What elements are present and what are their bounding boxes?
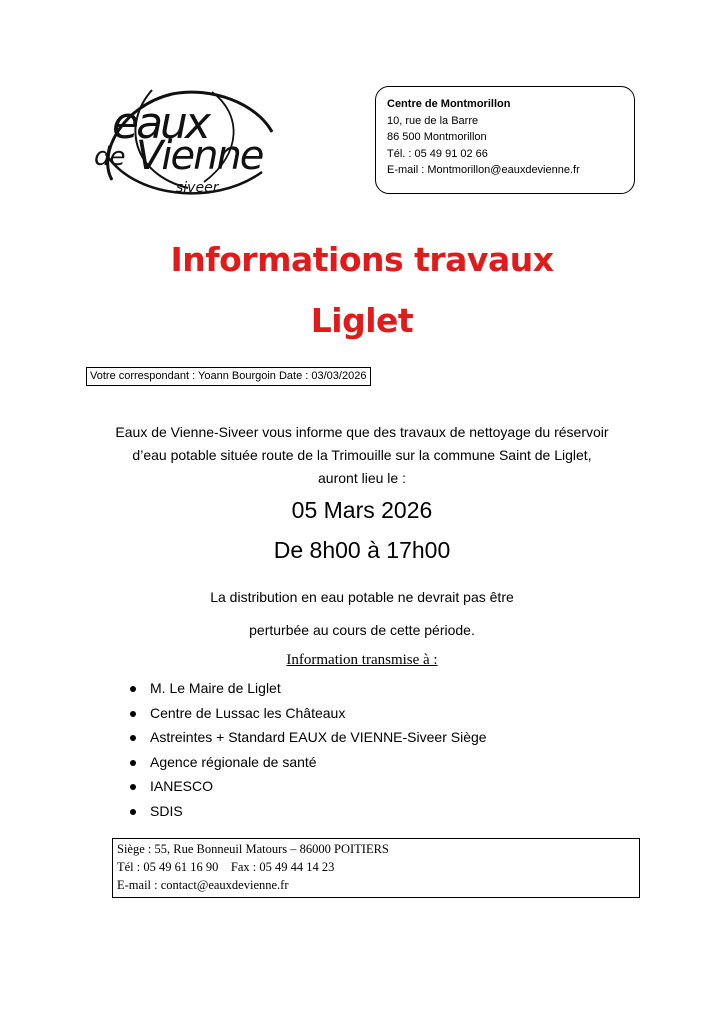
intro-line: auront lieu le : bbox=[318, 470, 406, 486]
logo-text-eaux: eaux bbox=[112, 98, 208, 149]
bullet-icon bbox=[130, 784, 136, 790]
transmission-title: Information transmise à : bbox=[286, 652, 438, 668]
contact-city-line: 86 500 Montmorillon bbox=[387, 131, 487, 143]
recipient-label: SDIS bbox=[150, 802, 183, 819]
works-hours: De 8h00 à 17h00 bbox=[273, 537, 451, 563]
recipient-label: Centre de Lussac les Châteaux bbox=[150, 704, 346, 721]
distribution-line: perturbée au cours de cette période. bbox=[249, 622, 475, 638]
works-date: 05 Mars 2026 bbox=[291, 497, 433, 523]
bullet-icon bbox=[130, 735, 136, 741]
contact-box bbox=[375, 86, 635, 194]
footer-address-line: Siège : 55, Rue Bonneuil Matours – 86000 POITIERS bbox=[117, 842, 389, 856]
footer-phone-line: Tél : 05 49 61 16 90 Fax : 05 49 44 14 23 bbox=[117, 860, 335, 874]
recipient-label: Astreintes + Standard EAUX de VIENNE-Siveer Siège bbox=[150, 729, 487, 745]
correspondant-box: Votre correspondant : Yoann Bourgoin Date : 03/03/2026 bbox=[86, 367, 371, 386]
bullet-icon bbox=[130, 686, 136, 692]
contact-phone-line: Tél. : 05 49 91 02 66 bbox=[387, 147, 488, 160]
logo-text-siveer: siveer bbox=[176, 180, 219, 196]
intro-line: d’eau potable située route de la Trimouille sur la commune Saint de Liglet, bbox=[132, 447, 592, 463]
intro-paragraph bbox=[62, 421, 662, 490]
page-title: Informations travaux bbox=[170, 240, 554, 279]
recipient-label: Agence régionale de santé bbox=[150, 753, 317, 770]
page-subtitle: Liglet bbox=[310, 301, 414, 340]
contact-title: Centre de Montmorillon bbox=[387, 98, 511, 110]
recipient-label: IANESCO bbox=[150, 778, 214, 794]
list-item bbox=[124, 750, 487, 775]
logo-text-de: de bbox=[94, 142, 125, 172]
contact-email-line: E-mail : Montmorillon@eauxdevienne.fr bbox=[387, 164, 580, 176]
distribution-line: La distribution en eau potable ne devrait pas être bbox=[210, 589, 514, 605]
list-item bbox=[124, 774, 487, 799]
bullet-icon bbox=[130, 760, 136, 766]
intro-line: Eaux de Vienne-Siveer vous informe que des travaux de nettoyage du réservoir bbox=[115, 424, 609, 440]
footer-contact-box bbox=[112, 838, 640, 898]
list-item bbox=[124, 799, 487, 824]
list-item bbox=[124, 676, 487, 701]
recipient-label: M. Le Maire de Liglet bbox=[150, 680, 281, 696]
logo-text-vienne: Vienne bbox=[136, 133, 263, 179]
list-item bbox=[124, 701, 487, 726]
bullet-icon bbox=[130, 809, 136, 815]
contact-address-line: 10, rue de la Barre bbox=[387, 114, 479, 127]
footer-email-line: E-mail : contact@eauxdevienne.fr bbox=[117, 878, 289, 892]
eaux-de-vienne-logo bbox=[92, 84, 282, 204]
bullet-icon bbox=[130, 711, 136, 717]
list-item bbox=[124, 725, 487, 750]
recipient-list bbox=[124, 676, 487, 823]
